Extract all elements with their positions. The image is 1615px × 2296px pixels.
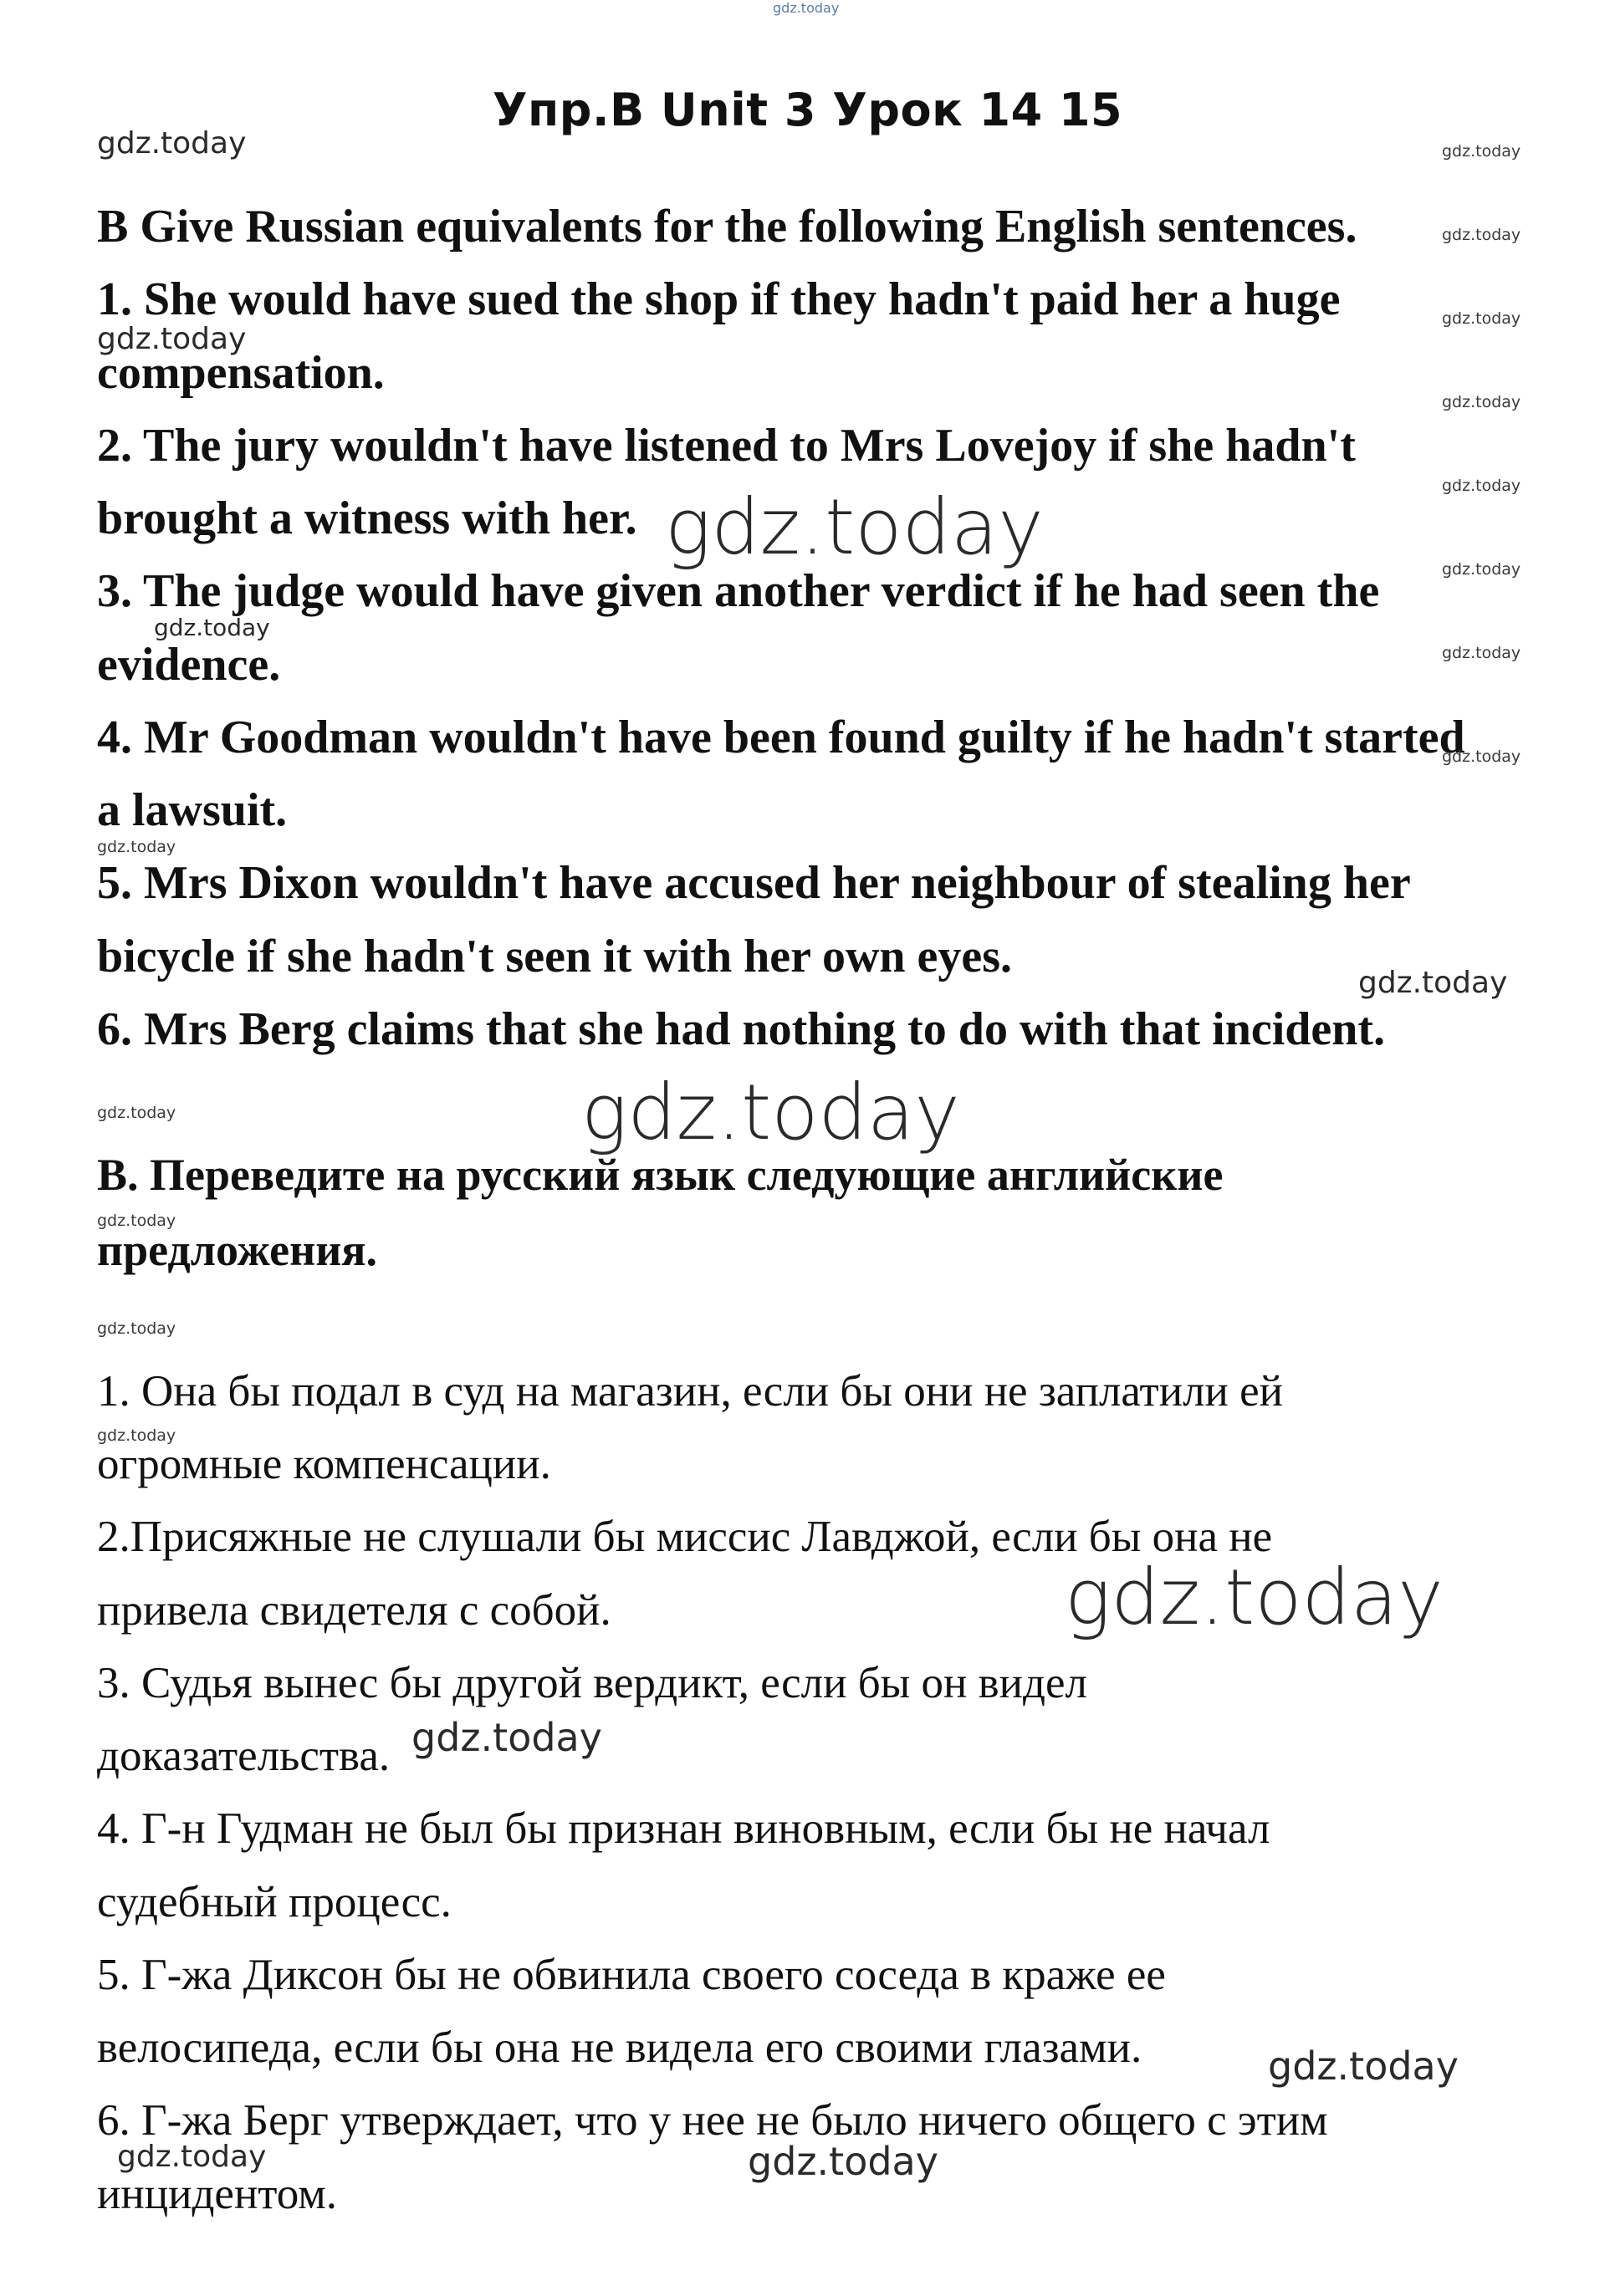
- watermark: gdz.today: [154, 614, 270, 641]
- watermark: gdz.today: [97, 322, 247, 356]
- russian-line: 4. Г-н Гудман не был бы признан виновным, если бы не начал: [97, 1804, 1270, 1853]
- english-heading: B Give Russian equivalents for the following English sentences.: [97, 201, 1357, 253]
- watermark: gdz.today: [1442, 309, 1521, 328]
- russian-line: судебный процесс.: [97, 1878, 452, 1926]
- english-line: 4. Mr Goodman wouldn't have been found guilty if he hadn't started: [97, 712, 1465, 763]
- watermark: gdz.today: [665, 482, 1044, 572]
- watermark: gdz.today: [581, 1068, 960, 1157]
- watermark: gdz.today: [97, 1426, 176, 1445]
- russian-line: 6. Г-жа Берг утверждает, что у нее не было ничего общего с этим: [97, 2096, 1328, 2145]
- watermark: gdz.today: [1442, 560, 1521, 579]
- watermark: gdz.today: [97, 1212, 176, 1230]
- watermark: gdz.today: [97, 1104, 176, 1122]
- watermark: gdz.today: [411, 1715, 602, 1760]
- english-line: bicycle if she hadn't seen it with her own eyes.: [97, 931, 1013, 982]
- page-title: Упр.B Unit 3 Урок 14 15: [492, 84, 1123, 136]
- watermark: gdz.today: [1268, 2043, 1459, 2089]
- russian-line: привела свидетеля с собой.: [97, 1586, 611, 1635]
- watermark: gdz.today: [1442, 477, 1521, 495]
- english-line: 3. The judge would have given another verdict if he had seen the: [97, 565, 1380, 617]
- watermark: gdz.today: [1358, 966, 1508, 1000]
- english-line: evidence.: [97, 639, 281, 691]
- watermark: gdz.today: [1442, 142, 1521, 161]
- russian-line: 2.Присяжные не слушали бы миссис Лавджой, если бы она не: [97, 1513, 1273, 1561]
- russian-line: огромные компенсации.: [97, 1440, 551, 1488]
- watermark: gdz.today: [1442, 393, 1521, 411]
- english-line: 5. Mrs Dixon wouldn't have accused her neighbour of stealing her: [97, 857, 1411, 909]
- watermark: gdz.today: [97, 1319, 176, 1338]
- russian-line: 5. Г-жа Диксон бы не обвинила своего соседа в краже ее: [97, 1951, 1166, 1999]
- english-line: 1. She would have sued the shop if they hadn't paid her a huge: [97, 273, 1341, 325]
- watermark: gdz.today: [97, 838, 176, 856]
- russian-line: доказательства.: [97, 1732, 391, 1780]
- watermark: gdz.today: [773, 0, 840, 16]
- russian-line: велосипеда, если бы она не видела его своими глазами.: [97, 2023, 1142, 2072]
- russian-line: 1. Она бы подал в суд на магазин, если бы они не заплатили ей: [97, 1367, 1284, 1416]
- watermark: gdz.today: [97, 126, 247, 161]
- english-line: compensation.: [97, 347, 385, 399]
- english-line: brought a witness with her.: [97, 492, 637, 544]
- russian-line: инцидентом.: [97, 2170, 338, 2218]
- english-line: 6. Mrs Berg claims that she had nothing to do with that incident.: [97, 1003, 1386, 1055]
- watermark: gdz.today: [748, 2139, 938, 2184]
- english-line: a lawsuit.: [97, 784, 288, 836]
- watermark: gdz.today: [1442, 644, 1521, 662]
- english-line: 2. The jury wouldn't have listened to Mrs Lovejoy if she hadn't: [97, 420, 1356, 472]
- watermark: gdz.today: [1442, 226, 1521, 244]
- russian-heading: B. Переведите на русский язык следующие английские: [97, 1150, 1224, 1200]
- russian-heading: предложения.: [97, 1225, 378, 1275]
- watermark: gdz.today: [117, 2140, 267, 2174]
- watermark: gdz.today: [1065, 1553, 1444, 1642]
- watermark: gdz.today: [1442, 747, 1521, 766]
- russian-line: 3. Судья вынес бы другой вердикт, если бы он видел: [97, 1659, 1087, 1707]
